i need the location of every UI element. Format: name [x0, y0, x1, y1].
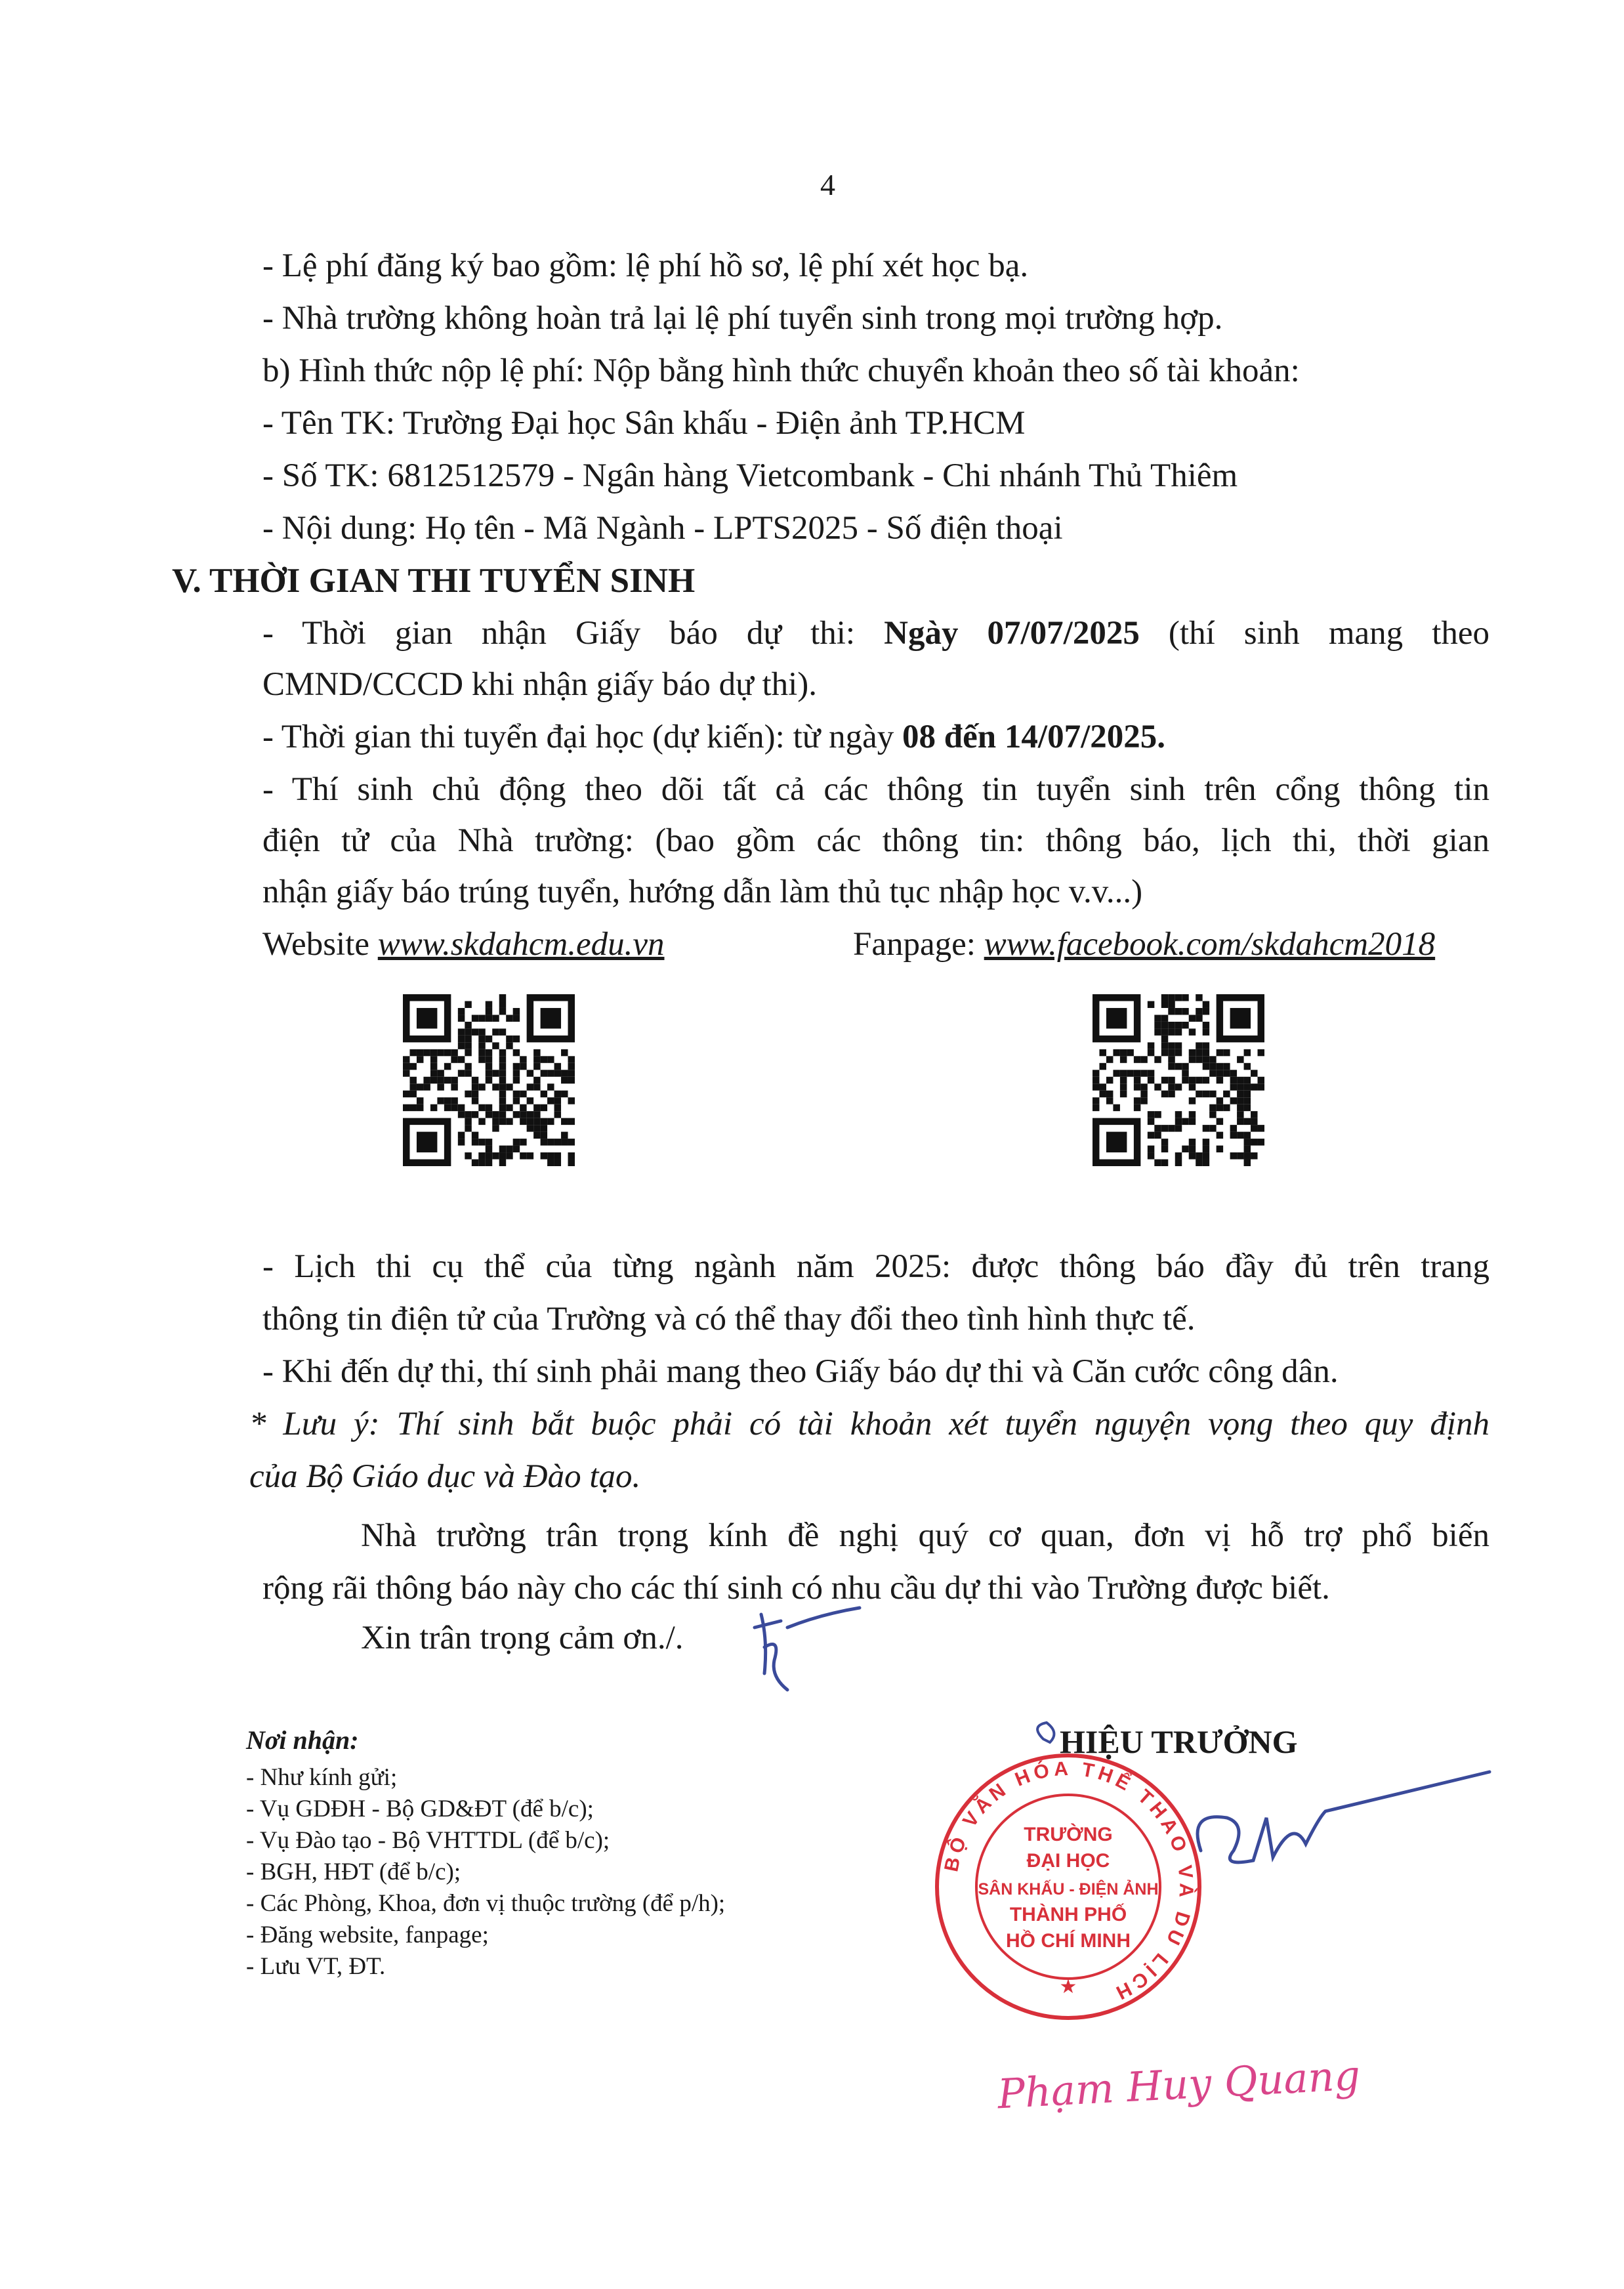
closing-line-1: Nhà trường trân trọng kính đề nghị quý cơ quan, đơn vị hỗ trợ phổ biến	[361, 1517, 1489, 1554]
note-line-1: * Lưu ý: Thí sinh bắt buộc phải có tài khoản xét tuyển nguyện vọng theo quy định	[249, 1406, 1489, 1442]
svg-text:ĐẠI HỌC: ĐẠI HỌC	[1026, 1850, 1110, 1872]
svg-text:★: ★	[1059, 1976, 1077, 1998]
svg-text:TRƯỜNG: TRƯỜNG	[1024, 1824, 1113, 1845]
exam-period-dates: 08 đến 14/07/2025.	[902, 719, 1165, 755]
follow-info-line-3: nhận giấy báo trúng tuyển, hướng dẫn làm thủ tục nhập học v.v...)	[262, 873, 1143, 910]
schedule-line-1: - Lịch thi cụ thể của từng ngành năm 2025: được thông báo đầy đủ trên trang	[262, 1248, 1489, 1285]
svg-text:BỘ VĂN HÓA THỂ THAO VÀ DU LỊCH: BỘ VĂN HÓA THỂ THAO VÀ DU LỊCH	[940, 1757, 1197, 2006]
exam-notice-line-1	[262, 614, 1489, 653]
fanpage-qr-code[interactable]	[1093, 994, 1264, 1166]
signatory-name: Phạm Huy Quang	[996, 2051, 1362, 2118]
closing-thanks: Xin trân trọng cảm ơn./.	[361, 1620, 684, 1656]
exam-notice-suffix: (thí sinh mang theo	[1139, 615, 1490, 652]
website-row	[262, 925, 665, 964]
section-heading: V. THỜI GIAN THI TUYỂN SINH	[172, 562, 696, 600]
recipient-item: - Vụ GDĐH - Bộ GD&ĐT (để b/c);	[246, 1796, 594, 1822]
account-name: - Tên TK: Trường Đại học Sân khấu - Điện ảnh TP.HCM	[262, 405, 1026, 442]
website-label: Website	[262, 926, 378, 963]
recipient-item: - Các Phòng, Khoa, đơn vị thuộc trường (để p/h);	[246, 1890, 726, 1917]
svg-text:THÀNH PHỐ: THÀNH PHỐ	[1009, 1904, 1127, 1925]
closing-line-2: rộng rãi thông báo này cho các thí sinh có nhu cầu dự thi vào Trường được biết.	[262, 1570, 1330, 1606]
fee-line-1: - Lệ phí đăng ký bao gồm: lệ phí hồ sơ, lệ phí xét học bạ.	[262, 247, 1029, 284]
exam-period-prefix: - Thời gian thi tuyển đại học (dự kiến): từ ngày	[262, 719, 903, 755]
initial-mark	[735, 1601, 866, 1700]
fee-line-2: - Nhà trường không hoàn trả lại lệ phí tuyển sinh trong mọi trường hợp.	[262, 300, 1223, 337]
page-number: 4	[820, 168, 835, 201]
follow-info-line-1: - Thí sinh chủ động theo dõi tất cả các thông tin tuyển sinh trên cổng thông tin	[262, 771, 1489, 808]
fanpage-link[interactable]: www.facebook.com/skdahcm2018	[984, 926, 1436, 963]
website-link[interactable]: www.skdahcm.edu.vn	[377, 926, 665, 963]
website-qr-code[interactable]	[403, 994, 575, 1166]
exam-notice-prefix: - Thời gian nhận Giấy báo dự thi:	[262, 615, 885, 652]
principal-signature	[1030, 1719, 1503, 1890]
recipients-title: Nơi nhận:	[246, 1725, 359, 1755]
account-number: - Số TK: 6812512579 - Ngân hàng Vietcombank - Chi nhánh Thủ Thiêm	[262, 457, 1238, 494]
schedule-line-2: thông tin điện tử của Trường và có thể thay đổi theo tình hình thực tế.	[262, 1301, 1196, 1337]
follow-info-line-2: điện tử của Nhà trường: (bao gồm các thông tin: thông báo, lịch thi, thời gian	[262, 822, 1489, 859]
fanpage-row	[853, 925, 1435, 964]
recipient-item: - Đăng website, fanpage;	[246, 1922, 489, 1948]
exam-notice-line-2: CMND/CCCD khi nhận giấy báo dự thi).	[262, 666, 818, 703]
exam-period	[262, 717, 1165, 757]
id-requirement: - Khi đến dự thi, thí sinh phải mang theo Giấy báo dự thi và Căn cước công dân.	[262, 1353, 1339, 1390]
recipient-item: - BGH, HĐT (để b/c);	[246, 1858, 461, 1885]
fanpage-label: Fanpage:	[853, 926, 984, 963]
signatory-title: HIỆU TRƯỞNG	[1060, 1723, 1298, 1760]
svg-text:HỒ CHÍ MINH: HỒ CHÍ MINH	[1006, 1930, 1131, 1952]
transfer-content: - Nội dung: Họ tên - Mã Ngành - LPTS2025 - Số điện thoại	[262, 510, 1063, 547]
exam-notice-date: Ngày 07/07/2025	[884, 615, 1140, 652]
note-line-2: của Bộ Giáo dục và Đào tạo.	[249, 1458, 641, 1495]
svg-text:SÂN KHẤU - ĐIỆN ẢNH: SÂN KHẤU - ĐIỆN ẢNH	[978, 1880, 1159, 1899]
recipient-item: - Lưu VT, ĐT.	[246, 1953, 386, 1980]
recipient-item: - Vụ Đào tạo - Bộ VHTTDL (để b/c);	[246, 1827, 610, 1854]
recipient-item: - Như kính gửi;	[246, 1764, 398, 1791]
fee-payment-method: b) Hình thức nộp lệ phí: Nộp bằng hình thức chuyển khoản theo số tài khoản:	[262, 352, 1300, 389]
